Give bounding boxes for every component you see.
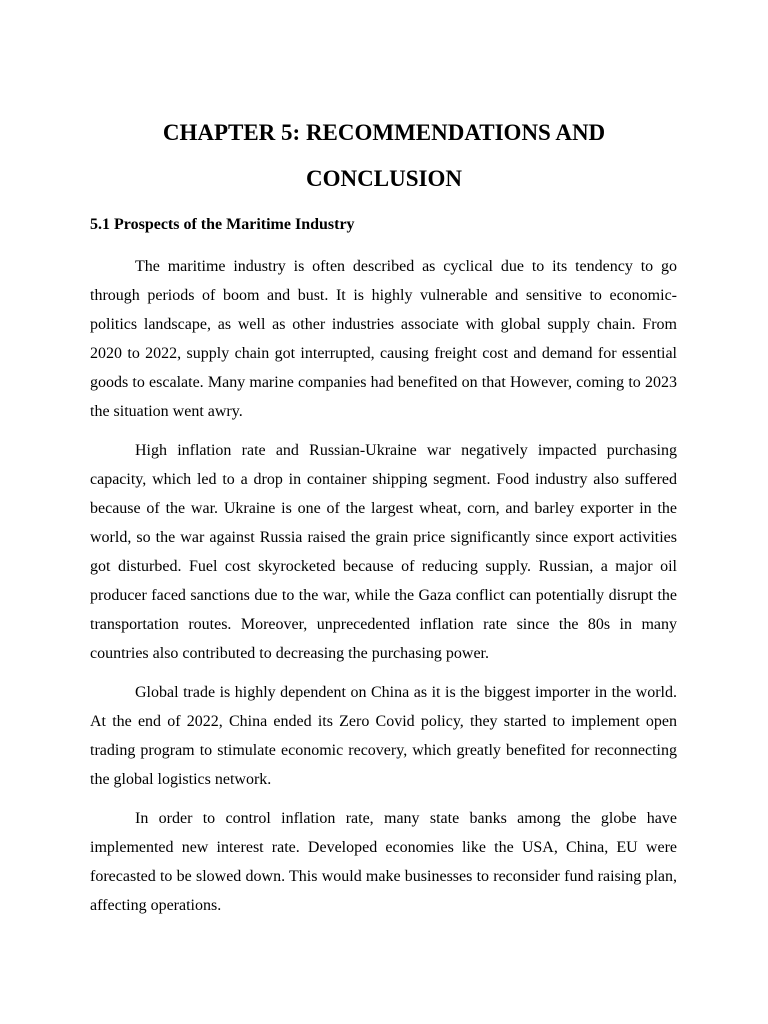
chapter-title-line-1: CHAPTER 5: RECOMMENDATIONS AND [162,120,606,145]
section-heading: 5.1 Prospects of the Maritime Industry [90,216,355,233]
chapter-title-line-2: CONCLUSION [306,166,462,191]
paragraph-2: High inflation rate and Russian-Ukraine war negatively impacted purchasing capacity, which led to a drop in container shipping segment. Food industry also suffered because of the war. Ukraine is one of the largest wheat, corn, and barley exporter in the world, so the war against Russia raised the grain price significantly since export activities got disturbed. Fuel cost skyrocketed because of reducing supply. Russian, a major oil producer faced sanctions due to the war, while the Gaza conflict can potentially disrupt the transportation routes. Moreover, unprecedented inflation rate since the 80s in many countries also contributed to decreasing the purchasing power. [90,442,677,662]
body-text [90,252,677,930]
chapter-title [90,110,678,202]
paragraph-4: In order to control inflation rate, many state banks among the globe have implemented new interest rate. Developed economies like the USA, China, EU were forecasted to be slowed down. This would make businesses to reconsider fund raising plan, affecting operations. [90,810,677,914]
paragraph-1: The maritime industry is often described as cyclical due to its tendency to go through periods of boom and bust. It is highly vulnerable and sensitive to economic-politics landscape, as well as other industries associate with global supply chain. From 2020 to 2022, supply chain got interrupted, causing freight cost and demand for essential goods to escalate. Many marine companies had benefited on that However, coming to 2023 the situation went awry. [90,258,677,420]
paragraph-3: Global trade is highly dependent on China as it is the biggest importer in the world. At the end of 2022, China ended its Zero Covid policy, they started to implement open trading program to stimulate economic recovery, which greatly benefited for reconnecting the global logistics network. [90,684,677,788]
